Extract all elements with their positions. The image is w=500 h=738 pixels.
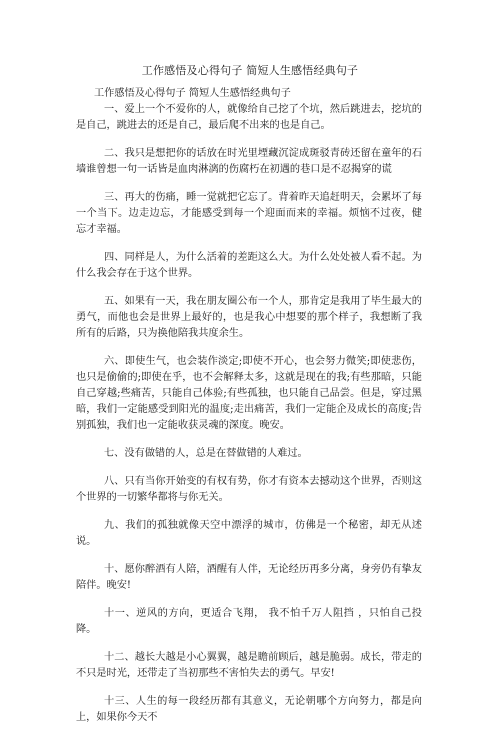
- paragraph-3: 三、再大的伤痛，睡一觉就把它忘了。背着昨天追赶明天，会累坏了每一个当下。边走边忘，才能感受到每一个迎面而来的幸福。烦恼不过夜，健忘才幸福。: [76, 192, 422, 235]
- paragraph-7: 七、没有做错的人，总是在替做错的人难过。: [104, 448, 308, 459]
- paragraph-5: 五、如果有一天，我在朋友圈公布一个人，那肯定是我用了毕生最大的勇气，而他也会是世界上最好的，也是我心中想要的那个样子，我想断了我所有的后路，只为换他陪我共度余生。: [76, 296, 422, 339]
- paragraph-9: 九、我们的孤独就像天空中漂浮的城市，仿佛是一个秘密，却无从述说。: [76, 520, 422, 547]
- document-body: [76, 86, 422, 738]
- paragraph-1: 一、爱上一个不爱你的人，就像给自己挖了个坑，然后跳进去，挖坑的是自己，跳进去的还是自己，最后爬不出来的也是自己。: [76, 104, 422, 131]
- document-subtitle: 工作感悟及心得句子 简短人生感悟经典句子: [94, 88, 291, 99]
- paragraph-6: 六、即使生气，也会装作淡定;即使不开心，也会努力微笑;即使悲伤，也只是偷偷的;即使在乎，也不会解释太多，这就是现在的我;有些那暗，只能自己穿越;些痛苦，只能自己体验;有些孤独，也只能自己品尝。但是，穿过黑暗，我们一定能感受到阳光的温度;走出痛苦，我们一定能企及成长的高度;告别孤独，我们也一定能收获灵魂的深度。晚安。: [76, 356, 422, 431]
- paragraph-4: 四、同样是人，为什么活着的差距这么大。为什么处处被人看不起。为什么我会存在于这个世界。: [76, 252, 422, 279]
- paragraph-13: 十三、人生的每一段经历都有其意义，无论朝哪个方向努力，都是向上，如果你今天不: [76, 696, 422, 723]
- document-title: 工作感悟及心得句子 简短人生感悟经典句子: [141, 64, 359, 77]
- paragraph-11: 十一、逆风的方向，更适合飞翔， 我不怕千万人阻挡 ，只怕自己投降。: [76, 608, 422, 635]
- paragraph-10: 十、愿你醉酒有人陪，酒醒有人伴，无论经历再多分离，身旁仍有挚友陪伴。晚安!: [76, 564, 422, 591]
- paragraph-12: 十二、越长大越是小心翼翼，越是瞻前顾后，越是脆弱。成长，带走的不只是时光，还带走了当初那些不害怕失去的勇气。早安!: [76, 652, 422, 679]
- paragraph-2: 二、我只是想把你的话放在时光里堙藏沉淀成斑驳青砖还留在童年的石墙谁曾想一句一话皆是血肉淋漓的伤腐朽在初遇的巷口是不忍揭穿的谎: [76, 148, 422, 175]
- paragraph-8: 八、只有当你开始变的有权有势，你才有资本去撼动这个世界，否则这个世界的一切繁华都将与你无关。: [76, 476, 422, 503]
